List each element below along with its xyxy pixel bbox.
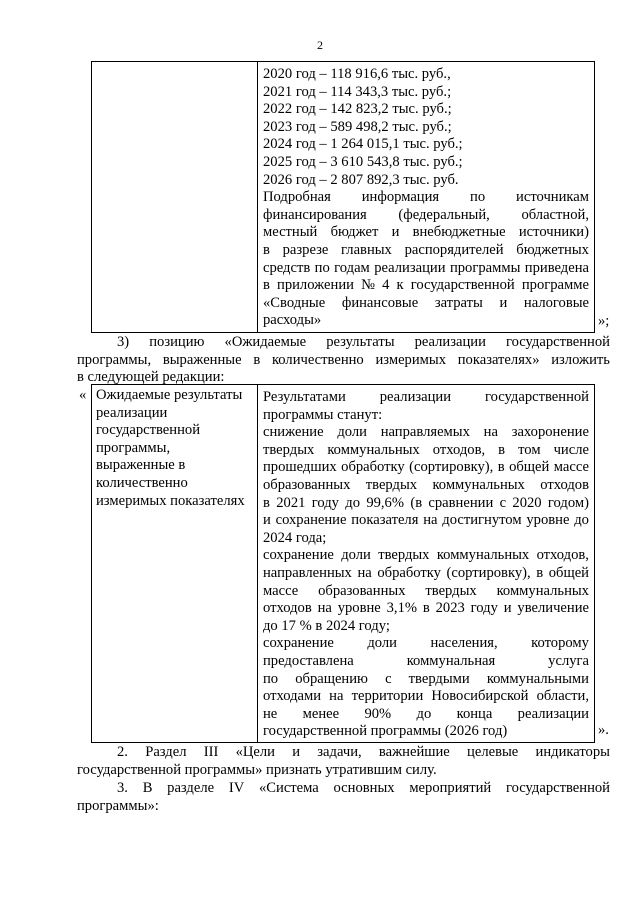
- word: в: [536, 564, 544, 581]
- text-line: [77, 334, 610, 352]
- word: распорядителей: [404, 241, 504, 258]
- word: в: [422, 600, 430, 617]
- word: твердых: [263, 441, 315, 458]
- word: «Ожидаемые: [224, 334, 307, 350]
- paragraph-section-2: [77, 744, 610, 779]
- table2-closing-mark: ».: [598, 722, 609, 738]
- word: (сортировку),: [409, 459, 494, 476]
- word: по: [314, 259, 330, 276]
- word: разделе: [167, 780, 215, 796]
- word: (в: [410, 494, 423, 511]
- expected-results-label-cell: [92, 385, 258, 742]
- financing-year-line: 2025 год – 3 610 543,8 тыс. руб.;: [263, 153, 463, 170]
- word: конца: [456, 705, 493, 722]
- text-line: государственной программы» признать утратившим силу.: [77, 761, 437, 778]
- financing-year-line: 2023 год – 589 498,2 тыс. руб.;: [263, 118, 452, 135]
- word: разрезе: [282, 241, 329, 258]
- word: снижение: [263, 424, 324, 441]
- word: по: [470, 189, 486, 206]
- label-line: Ожидаемые результаты: [96, 387, 243, 403]
- word: достигнутом: [442, 512, 522, 529]
- word: уровне: [337, 600, 381, 617]
- word: сохранение: [263, 547, 334, 564]
- word: Раздел: [145, 744, 187, 760]
- word: 2.: [117, 744, 128, 760]
- label-line: измеримых показателях: [96, 492, 245, 509]
- text-line: [263, 671, 589, 689]
- word: 2020: [512, 494, 542, 511]
- word: государственной: [484, 389, 589, 405]
- text-line: [263, 277, 589, 295]
- expected-results-text: [263, 389, 589, 741]
- word: местный: [263, 224, 318, 241]
- label-line: выраженные в: [96, 457, 186, 474]
- table2-opening-mark: «: [79, 387, 87, 403]
- word: затраты: [434, 294, 483, 311]
- word: твердыми: [408, 670, 470, 687]
- word: на: [357, 564, 372, 581]
- word: 3,1%: [386, 600, 418, 617]
- label-line: реализации: [96, 404, 168, 421]
- word: «Цели: [235, 744, 275, 760]
- word: III: [203, 744, 219, 760]
- financing-table: [91, 61, 595, 333]
- word: В: [142, 780, 153, 796]
- text-line: программы станут:: [263, 406, 383, 423]
- word: показателях»: [457, 351, 540, 368]
- word: изложить: [551, 351, 610, 368]
- word: 3.: [117, 780, 128, 796]
- text-line: [263, 653, 589, 671]
- word: и: [292, 744, 301, 760]
- word: менее: [302, 705, 340, 722]
- word: и: [503, 600, 512, 617]
- word: и: [263, 512, 271, 529]
- word: областной,: [521, 206, 589, 223]
- word: 90%: [364, 705, 392, 722]
- word: до: [574, 512, 589, 529]
- text-line: программы»:: [77, 797, 159, 814]
- financing-year-line: 2021 год – 114 343,3 тыс. руб.;: [263, 83, 452, 100]
- word: году: [311, 494, 339, 511]
- label-line: программы,: [96, 439, 171, 456]
- word: массе: [263, 582, 299, 599]
- word: 3): [117, 334, 130, 350]
- word: не: [263, 705, 278, 722]
- text-line: [263, 459, 589, 477]
- word: и: [391, 224, 400, 241]
- word: до: [345, 494, 360, 511]
- word: №: [361, 277, 375, 294]
- word: результаты: [326, 334, 395, 350]
- word: «Сводные: [263, 294, 326, 311]
- text-line: [77, 780, 610, 798]
- word: задачи,: [317, 744, 362, 760]
- word: реализации: [517, 705, 589, 722]
- word: бюджет: [330, 224, 379, 241]
- page-number: 2: [317, 38, 323, 52]
- word: на: [423, 512, 438, 529]
- word: финансовые: [341, 294, 419, 311]
- text-line: [263, 512, 589, 530]
- word: 2021: [276, 494, 306, 511]
- word: приведена: [524, 259, 589, 276]
- word: до: [416, 705, 432, 722]
- word: образованных: [263, 476, 351, 493]
- text-line: [263, 260, 589, 278]
- word: годом): [547, 494, 589, 511]
- expected-results-value-cell: [258, 385, 594, 742]
- word: отходов,: [536, 547, 589, 564]
- word: отходами: [263, 688, 322, 705]
- word: внебюджетные: [412, 224, 506, 241]
- word: доли: [367, 635, 397, 652]
- paragraph-item-3: [77, 334, 610, 387]
- label-line: государственной: [96, 422, 201, 439]
- word: информация: [361, 189, 440, 206]
- text-line: до 17 % в 2024 году;: [263, 617, 390, 634]
- word: твердых: [425, 582, 477, 599]
- word: бюджетных: [516, 241, 589, 258]
- word: средств: [263, 259, 311, 276]
- label-line: количественно: [96, 474, 188, 491]
- word: услуга: [548, 652, 589, 669]
- word: «Система: [258, 780, 319, 796]
- word: на: [329, 688, 344, 705]
- word: твердых: [378, 547, 430, 564]
- word: государственной: [505, 780, 610, 796]
- word: 2023: [435, 600, 465, 617]
- word: 4: [382, 277, 390, 294]
- text-line: [263, 600, 589, 618]
- word: коммунальными: [486, 670, 589, 687]
- word: отходов,: [432, 441, 486, 458]
- financing-table-right-cell: [258, 62, 594, 332]
- word: общей: [548, 564, 589, 581]
- text-line: [263, 495, 589, 513]
- word: государственной: [410, 277, 515, 294]
- text-line: расходы»: [263, 312, 322, 329]
- word: прошедших: [263, 459, 337, 476]
- word: коммунальных: [432, 476, 525, 493]
- word: коммунальных: [496, 582, 589, 599]
- word: главных: [341, 241, 392, 258]
- word: приложении: [277, 277, 354, 294]
- word: области,: [536, 688, 589, 705]
- word: с: [499, 494, 507, 511]
- word: которому: [531, 635, 589, 652]
- word: государственной: [505, 334, 610, 350]
- text-line: [263, 688, 589, 706]
- word: доли: [341, 547, 371, 564]
- word: целевые: [467, 744, 519, 760]
- word: реализации: [374, 259, 446, 276]
- word: (сортировку),: [446, 564, 531, 581]
- word: программы: [449, 259, 521, 276]
- word: коммунальных: [327, 441, 420, 458]
- word: программы,: [77, 351, 152, 368]
- word: предоставлена: [263, 652, 354, 669]
- word: уровне: [526, 512, 570, 529]
- text-line: [263, 242, 589, 260]
- word: в: [498, 441, 506, 458]
- text-line: [263, 424, 589, 442]
- word: Результатами: [263, 389, 346, 405]
- paragraph-section-3: [77, 780, 610, 815]
- text-line: [263, 389, 589, 407]
- word: направленных: [263, 564, 352, 581]
- word: обращению: [295, 670, 368, 687]
- word: показателя: [351, 512, 419, 529]
- financing-year-line: 2022 год – 142 823,2 тыс. руб.;: [263, 101, 452, 118]
- text-line: [77, 744, 610, 762]
- text-line: [263, 442, 589, 460]
- word: мероприятий: [409, 780, 492, 796]
- financing-info-text: [263, 189, 589, 330]
- word: источники): [518, 224, 589, 241]
- text-line: [263, 477, 589, 495]
- word: в: [263, 241, 270, 258]
- word: индикаторы: [535, 744, 610, 760]
- word: захоронение: [511, 424, 589, 441]
- word: направляемых: [380, 424, 470, 441]
- word: реализации: [379, 389, 452, 405]
- text-line: государственной программы (2026 год): [263, 723, 508, 740]
- word: измеримых: [375, 351, 446, 368]
- word: сохранение: [275, 512, 347, 529]
- word: количественно: [271, 351, 364, 368]
- financing-year-line: 2026 год – 2 807 892,3 тыс. руб.: [263, 171, 459, 188]
- financing-year-line: 2024 год – 1 264 015,1 тыс. руб.;: [263, 136, 463, 153]
- word: отходов: [263, 600, 312, 617]
- word: позицию: [149, 334, 205, 350]
- word: годам: [334, 259, 370, 276]
- text-line: [263, 706, 589, 724]
- word: доли: [337, 424, 367, 441]
- text-line: [263, 635, 589, 653]
- word: и: [499, 294, 508, 311]
- text-line: [263, 547, 589, 565]
- expected-results-table: [91, 384, 595, 743]
- word: населения,: [430, 635, 498, 652]
- word: выраженные: [162, 351, 242, 368]
- word: обработку: [377, 564, 441, 581]
- text-line: [263, 189, 589, 207]
- word: коммунальная: [406, 652, 496, 669]
- text-line: 2024 года;: [263, 529, 327, 546]
- word: по: [263, 670, 279, 687]
- word: с: [385, 670, 392, 687]
- word: важнейшие: [378, 744, 450, 760]
- word: территории: [351, 688, 424, 705]
- word: увеличение: [517, 600, 589, 617]
- word: твердых: [365, 476, 418, 493]
- word: программе: [521, 277, 589, 294]
- word: (федеральный,: [398, 206, 490, 223]
- word: обработку: [341, 459, 405, 476]
- text-line: [263, 224, 589, 242]
- word: отходов: [540, 476, 589, 493]
- word: на: [483, 424, 498, 441]
- text-line: в следующей редакции:: [77, 369, 225, 386]
- word: Новосибирской: [431, 688, 529, 705]
- financing-year-line: 2020 год – 118 916,6 тыс. руб.,: [263, 66, 451, 82]
- text-line: [263, 207, 589, 225]
- word: в: [253, 351, 261, 368]
- word: образованных: [318, 582, 406, 599]
- word: на: [317, 600, 332, 617]
- word: году: [470, 600, 498, 617]
- word: источникам: [516, 189, 589, 206]
- word: в: [263, 494, 270, 511]
- text-line: [263, 295, 589, 313]
- word: сохранение: [263, 635, 334, 652]
- table1-closing-mark: »;: [598, 313, 610, 329]
- word: том: [518, 441, 541, 458]
- word: финансирования: [263, 206, 367, 223]
- word: Подробная: [263, 189, 331, 206]
- word: в: [263, 277, 270, 294]
- word: налоговые: [523, 294, 589, 311]
- word: в: [497, 459, 505, 476]
- financing-table-left-cell: [92, 62, 258, 332]
- word: к: [396, 277, 404, 294]
- word: коммунальных: [436, 547, 530, 564]
- word: массе: [553, 459, 589, 476]
- word: реализации: [414, 334, 486, 350]
- word: 99,6%: [366, 494, 405, 511]
- text-line: [77, 352, 610, 370]
- word: числе: [553, 441, 589, 458]
- word: общей: [509, 459, 550, 476]
- word: основных: [333, 780, 395, 796]
- text-line: [263, 565, 589, 583]
- text-line: [263, 583, 589, 601]
- word: IV: [228, 780, 245, 796]
- word: сравнении: [428, 494, 494, 511]
